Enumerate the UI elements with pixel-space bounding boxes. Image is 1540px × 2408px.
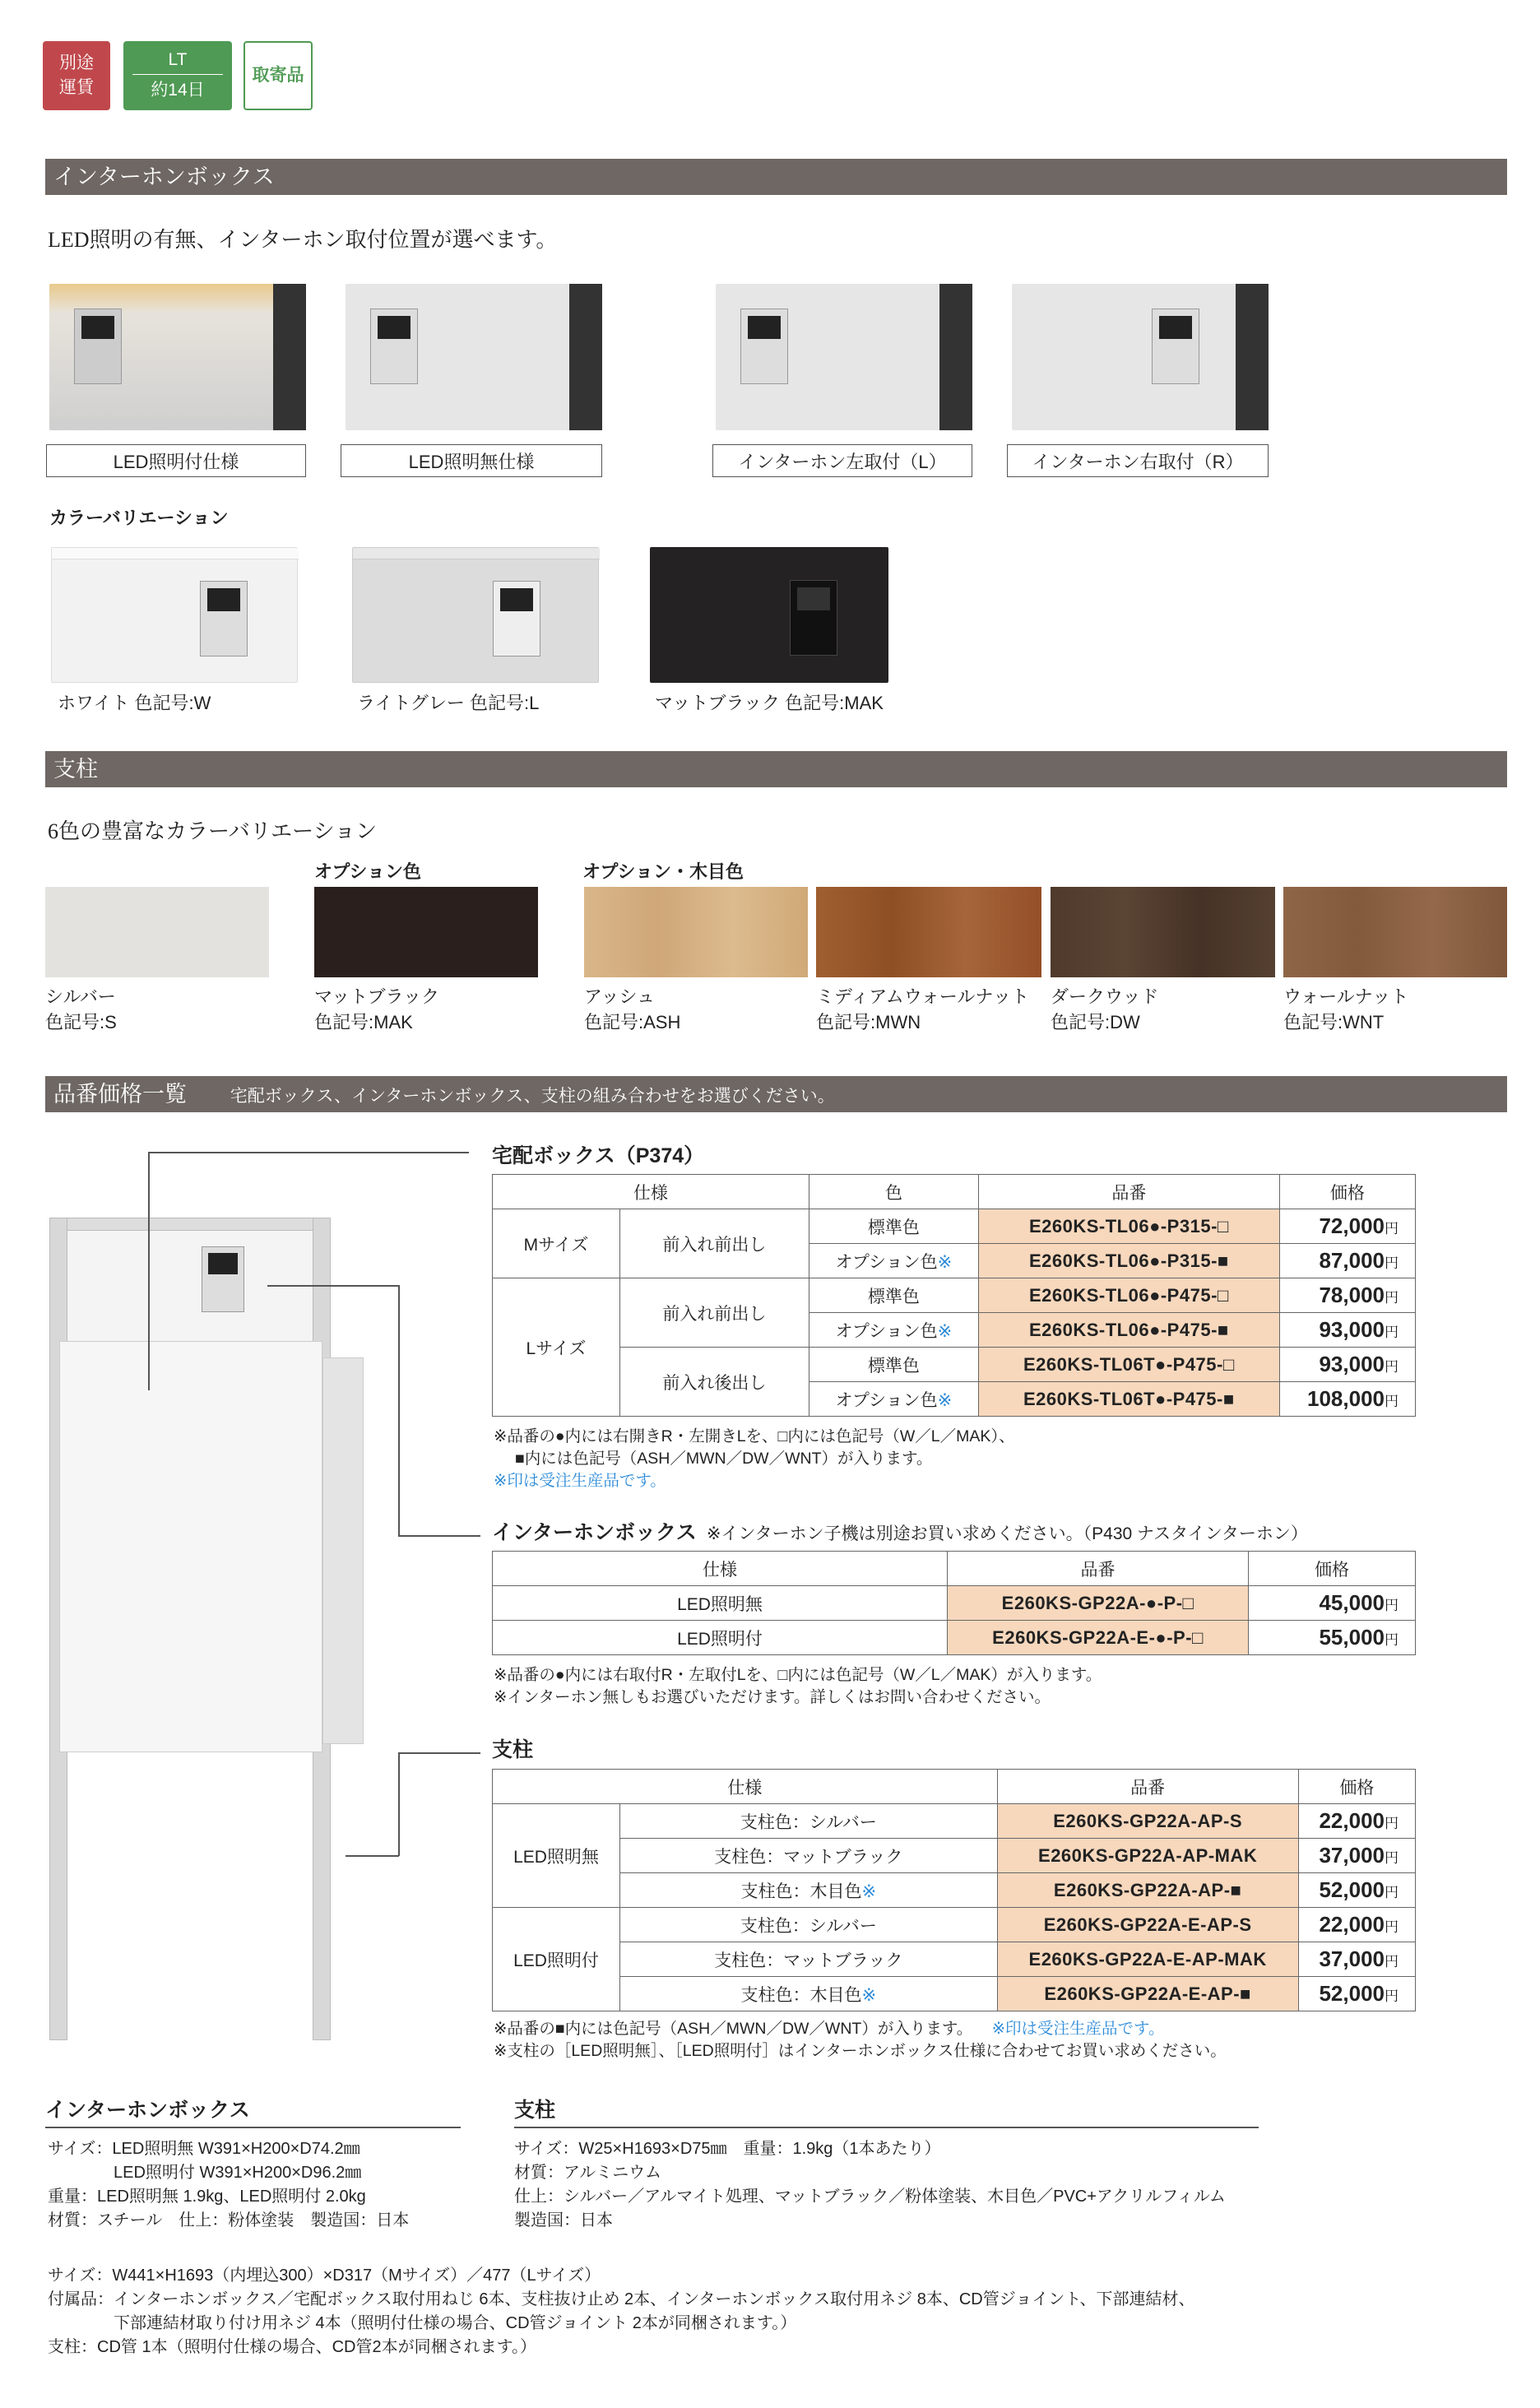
shipping-badge (43, 41, 110, 110)
col-header-spec: 仕様 (493, 1552, 948, 1586)
swatch-medium-walnut (816, 887, 1041, 977)
col-header-price: 価格 (1298, 1770, 1415, 1804)
spec-cell: 支柱色：マットブラック (620, 1942, 998, 1977)
yen-unit: 円 (1385, 1598, 1399, 1613)
price-cell (1279, 1278, 1415, 1313)
price-cell (1298, 1908, 1415, 1942)
spec-bottom-line4: 支柱：CD管 1本（照明付仕様の場合、CD管2本が同梱されます。） (48, 2338, 536, 2356)
box-color-white: ホワイト 色記号:W (58, 693, 211, 713)
yen-unit: 円 (1385, 1919, 1399, 1935)
price-value: 45,000 (1319, 1590, 1385, 1615)
intercom-table-heading (492, 1516, 1308, 1546)
yen-unit: 円 (1385, 1816, 1399, 1831)
made-to-order-mark: ※ (937, 1390, 953, 1410)
post-lead: 6色の豊富なカラーバリエーション (48, 819, 378, 843)
swatch-silver (45, 887, 269, 977)
spec-intercom-line4: 材質：スチール 仕上：粉体塗装 製造国：日本 (48, 2211, 410, 2229)
box-lightgray-photo (352, 547, 599, 683)
lead-time-badge (123, 41, 232, 110)
group-cell: LED照明付 (493, 1908, 620, 2011)
price-value: 72,000 (1319, 1213, 1385, 1238)
box-mattblack-photo (650, 547, 888, 683)
price-value: 52,000 (1319, 1981, 1385, 2006)
option-label-left: インターホン左取付（L） (712, 444, 972, 477)
order-badge (244, 41, 313, 110)
spec-cell: LED照明無 (493, 1586, 948, 1621)
led-on-photo (49, 284, 306, 430)
part-number-cell: E260KS-GP22A-E-AP-MAK (997, 1942, 1298, 1977)
lead-time-label: LT (132, 46, 223, 75)
color-variation-title: カラーバリエーション (49, 508, 229, 528)
spec-cell (620, 1873, 998, 1908)
delivery-table-title: 宅配ボックス（P374） (492, 1144, 705, 1167)
color-label: オプション色 (835, 1390, 938, 1410)
post-color-code-mattblack: 色記号:MAK (314, 1012, 413, 1032)
type-cell: 前入れ後出し (620, 1348, 809, 1417)
swatch-ash (584, 887, 808, 977)
price-value: 93,000 (1319, 1317, 1385, 1342)
post-color-code-wnt: 色記号:WNT (1283, 1012, 1385, 1032)
delivery-note-1: ※品番の●内には右開きR・左開きLを、□内には色記号（W／L／MAK）、 (494, 1427, 1015, 1445)
delivery-note-3: ※印は受注生産品です。 (494, 1472, 666, 1490)
swatch-mattblack (314, 887, 538, 977)
swatch-walnut (1283, 887, 1507, 977)
yen-unit: 円 (1385, 1885, 1399, 1900)
price-cell (1279, 1313, 1415, 1348)
price-cell (1298, 1942, 1415, 1977)
price-value: 93,000 (1319, 1352, 1385, 1376)
swatch-darkwood (1051, 887, 1275, 977)
price-value: 78,000 (1319, 1283, 1385, 1307)
intercom-unit-icon (202, 1246, 244, 1312)
color-label: オプション色 (835, 1321, 938, 1341)
spec-cell: 支柱色：シルバー (620, 1804, 998, 1839)
yen-unit: 円 (1385, 1632, 1399, 1648)
post-color-name-wnt: ウォールナット (1283, 986, 1409, 1007)
spec-cell: 支柱色：シルバー (620, 1908, 998, 1942)
post-color-code-mwn: 色記号:MWN (816, 1012, 921, 1032)
spec-intercom-line2: LED照明付 W391×H200×D96.2㎜ (48, 2164, 362, 2182)
price-cell (1298, 1873, 1415, 1908)
intercom-lead: LED照明の有無、インターホン取付位置が選べます。 (48, 228, 558, 252)
color-cell (809, 1382, 978, 1417)
color-cell (809, 1313, 978, 1348)
intercom-unit-icon (74, 309, 122, 384)
color-label: オプション色 (835, 1252, 938, 1272)
spec-post-line3: 仕上：シルバー／アルマイト処理、マットブラック／粉体塗装、木目色／PVC+アクリルフィルム (514, 2188, 1226, 2206)
intercom-table-title: インターホンボックス (492, 1521, 697, 1544)
spec-cell: LED照明付 (493, 1621, 948, 1655)
option-label-right: インターホン右取付（R） (1007, 444, 1269, 477)
price-section-subtitle: 宅配ボックス、インターホンボックス、支柱の組み合わせをお選びください。 (230, 1087, 835, 1106)
price-section-title: 品番価格一覧 (53, 1082, 187, 1107)
led-off-photo (346, 284, 602, 430)
intercom-unit-icon (1152, 309, 1199, 384)
option-label-led-on: LED照明付仕様 (46, 444, 306, 477)
price-value: 22,000 (1319, 1912, 1385, 1937)
spec-bottom-line1: サイズ：W441×H1693（内埋込300）×D317（Mサイズ）／477（Lサイズ） (48, 2266, 601, 2285)
part-number-cell: E260KS-TL06T●-P475-■ (978, 1382, 1279, 1417)
intercom-unit-icon (790, 580, 837, 656)
post-note-2: ※支柱の［LED照明無］、［LED照明付］はインターホンボックス仕様に合わせてお買い求めください。 (494, 2042, 1227, 2060)
post-wood-label: オプション・木目色 (582, 861, 744, 882)
spec-post-line2: 材質：アルミニウム (514, 2164, 661, 2182)
intercom-unit-icon (200, 581, 248, 657)
yen-unit: 円 (1385, 1359, 1399, 1375)
post-note-1 (494, 2018, 1164, 2040)
price-value: 37,000 (1319, 1946, 1385, 1971)
col-header-partno: 品番 (948, 1552, 1249, 1586)
made-to-order-mark: ※ (861, 1985, 877, 2005)
price-value: 108,000 (1307, 1386, 1385, 1411)
col-header-partno: 品番 (997, 1770, 1298, 1804)
post-table-title: 支柱 (492, 1738, 534, 1761)
spec-cell (620, 1977, 998, 2011)
part-number-cell: E260KS-TL06T●-P475-□ (978, 1348, 1279, 1382)
part-number-cell: E260KS-TL06●-P475-■ (978, 1313, 1279, 1348)
post-color-code-ash: 色記号:ASH (584, 1012, 681, 1032)
made-to-order-mark: ※ (937, 1252, 953, 1272)
color-cell: 標準色 (809, 1209, 978, 1244)
col-header-price: 価格 (1279, 1175, 1415, 1209)
delivery-note-2: ■内には色記号（ASH／MWN／DW／WNT）が入ります。 (515, 1450, 933, 1468)
group-cell: LED照明無 (493, 1804, 620, 1908)
part-number-cell: E260KS-TL06●-P315-■ (978, 1244, 1279, 1278)
section-header-price (45, 1076, 1507, 1112)
part-number-cell: E260KS-GP22A-AP-■ (997, 1873, 1298, 1908)
delivery-box-body (59, 1341, 322, 1752)
yen-unit: 円 (1385, 1954, 1399, 1970)
price-cell (1298, 1977, 1415, 2011)
intercom-unit-icon (370, 309, 418, 384)
color-cell: 標準色 (809, 1278, 978, 1313)
size-cell: Lサイズ (493, 1278, 620, 1417)
product-illustration (49, 1218, 378, 2040)
type-cell: 前入れ前出し (620, 1278, 809, 1348)
intercom-unit-icon (740, 309, 788, 384)
spec-label: 支柱色：木目色 (740, 1881, 862, 1901)
color-cell (809, 1244, 978, 1278)
order-badge-label: 取寄品 (252, 66, 304, 85)
section-header-post: 支柱 (45, 751, 1507, 787)
made-to-order-mark: ※ (861, 1881, 877, 1901)
yen-unit: 円 (1385, 1988, 1399, 2004)
price-cell (1249, 1586, 1416, 1621)
post-option-label: オプション色 (314, 861, 422, 882)
spec-intercom-title: インターホンボックス (45, 2099, 250, 2122)
col-header-partno: 品番 (978, 1175, 1279, 1209)
price-value: 55,000 (1319, 1625, 1385, 1649)
lead-time-days: 約14日 (151, 80, 205, 100)
price-cell (1279, 1209, 1415, 1244)
post-note-1-text: ※品番の■内には色記号（ASH／MWN／DW／WNT）が入ります。 (494, 2020, 973, 2038)
shipping-badge-line2: 運賃 (59, 78, 94, 97)
spec-post-line4: 製造国：日本 (514, 2211, 613, 2229)
yen-unit: 円 (1385, 1290, 1399, 1306)
post-color-name-ash: アッシュ (584, 986, 656, 1007)
spec-post-title: 支柱 (514, 2099, 556, 2122)
col-header-spec: 仕様 (493, 1175, 809, 1209)
part-number-cell: E260KS-GP22A-E-●-P-□ (948, 1621, 1249, 1655)
price-value: 87,000 (1319, 1248, 1385, 1273)
spec-bottom-line2: 付属品：インターホンボックス／宅配ボックス取付用ねじ 6本、支柱抜け止め 2本、インターホンボックス取付用ネジ 8本、CD管ジョイント、下部連結材、 (48, 2290, 1195, 2308)
post-price-table (492, 1769, 1416, 2011)
intercom-note-2: ※インターホン無しもお選びいただけます。詳しくはお問い合わせください。 (494, 1688, 1051, 1706)
box-white-photo (51, 547, 298, 683)
intercom-table-title-note: ※インターホン子機は別途お買い求めください。（P430 ナスタインターホン） (706, 1524, 1308, 1543)
price-cell (1279, 1244, 1415, 1278)
box-color-mattblack: マットブラック 色記号:MAK (655, 693, 884, 713)
intercom-price-table (492, 1551, 1416, 1655)
price-value: 52,000 (1319, 1877, 1385, 1902)
col-header-spec: 仕様 (493, 1770, 998, 1804)
size-cell: Mサイズ (493, 1209, 620, 1278)
spec-intercom-line1: サイズ：LED照明無 W391×H200×D74.2㎜ (48, 2140, 360, 2158)
part-number-cell: E260KS-TL06●-P475-□ (978, 1278, 1279, 1313)
yen-unit: 円 (1385, 1255, 1399, 1271)
spec-post-line1: サイズ：W25×H1693×D75㎜ 重量：1.9kg（1本あたり） (514, 2140, 941, 2158)
intercom-left-photo (716, 284, 972, 430)
part-number-cell: E260KS-GP22A-●-P-□ (948, 1586, 1249, 1621)
post-color-name-mwn: ミディアムウォールナット (816, 986, 1029, 1007)
part-number-cell: E260KS-TL06●-P315-□ (978, 1209, 1279, 1244)
post-color-name-silver: シルバー (45, 986, 116, 1007)
price-cell (1249, 1621, 1416, 1655)
type-cell: 前入れ前出し (620, 1209, 809, 1278)
made-to-order-mark: ※ (937, 1321, 953, 1341)
yen-unit: 円 (1385, 1221, 1399, 1236)
price-cell (1298, 1804, 1415, 1839)
post-color-name-dw: ダークウッド (1051, 986, 1159, 1007)
section-header-intercom: インターホンボックス (45, 159, 1507, 195)
post-note-1-made-to-order: ※印は受注生産品です。 (991, 2020, 1165, 2038)
option-label-led-off: LED照明無仕様 (341, 444, 602, 477)
yen-unit: 円 (1385, 1325, 1399, 1340)
intercom-right-photo (1012, 284, 1269, 430)
spec-cell: 支柱色：マットブラック (620, 1839, 998, 1873)
box-color-lightgray: ライトグレー 色記号:L (357, 693, 540, 713)
part-number-cell: E260KS-GP22A-AP-S (997, 1804, 1298, 1839)
price-value: 37,000 (1319, 1843, 1385, 1867)
col-header-price: 価格 (1249, 1552, 1416, 1586)
price-cell (1279, 1382, 1415, 1417)
yen-unit: 円 (1385, 1850, 1399, 1866)
spec-intercom-line3: 重量：LED照明無 1.9kg、LED照明付 2.0kg (48, 2188, 366, 2206)
color-cell: 標準色 (809, 1348, 978, 1382)
col-header-color: 色 (809, 1175, 978, 1209)
spec-label: 支柱色：木目色 (740, 1985, 862, 2005)
price-value: 22,000 (1319, 1808, 1385, 1833)
intercom-note-1: ※品番の●内には右取付R・左取付Lを、□内には色記号（W／L／MAK）が入ります。 (494, 1666, 1102, 1684)
part-number-cell: E260KS-GP22A-AP-MAK (997, 1839, 1298, 1873)
post-color-name-mattblack: マットブラック (314, 986, 440, 1007)
part-number-cell: E260KS-GP22A-E-AP-S (997, 1908, 1298, 1942)
yen-unit: 円 (1385, 1394, 1399, 1409)
part-number-cell: E260KS-GP22A-E-AP-■ (997, 1977, 1298, 2011)
spec-bottom-line3: 下部連結材取り付け用ネジ 4本（照明付仕様の場合、CD管ジョイント 2本が同梱されます。） (48, 2314, 797, 2332)
post-color-code-silver: 色記号:S (45, 1012, 117, 1032)
intercom-unit-icon (493, 581, 540, 657)
price-cell (1298, 1839, 1415, 1873)
price-cell (1279, 1348, 1415, 1382)
delivery-price-table (492, 1174, 1416, 1417)
post-color-code-dw: 色記号:DW (1051, 1012, 1140, 1032)
shipping-badge-line1: 別途 (59, 53, 94, 72)
